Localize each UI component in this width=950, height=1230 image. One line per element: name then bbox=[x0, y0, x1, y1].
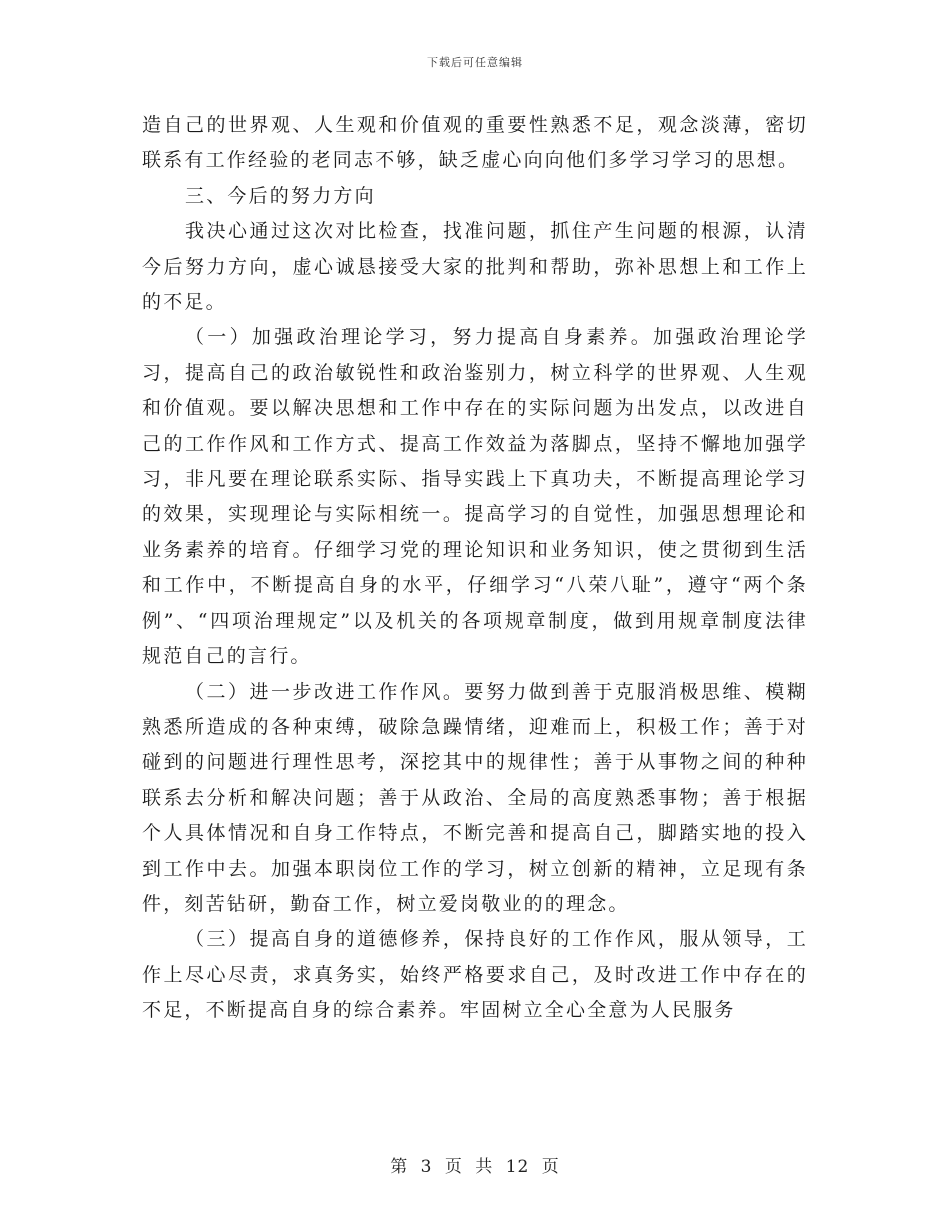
paragraph-intro: 我决心通过这次对比检查，找准问题，抓住产生问题的根源，认清今后努力方向，虚心诚恳接受大家的批判和帮助，弥补思想上和工作上的不足。 bbox=[142, 220, 808, 314]
page-header: 下载后可任意编辑 bbox=[427, 56, 523, 69]
section-heading: 三、今后的努力方向 bbox=[185, 184, 376, 207]
paragraph-item-2: （二）进一步改进工作作风。要努力做到善于克服消极思维、模糊熟悉所造成的各种束缚，破除急躁情绪，迎难而上，积极工作；善于对碰到的问题进行理性思考，深挖其中的规律性；善于从事物之间的种种联系去分析和解决问题；善于从政治、全局的高度熟悉事物；善于根据个人具体情况和自身工作特点，不断完善和提高自己，脚踏实地的投入到工作中去。加强本职岗位工作的学习，树立创新的精神，立足现有条件，刻苦钻研，勤奋工作，树立爱岗敬业的的理念。 bbox=[142, 680, 808, 915]
paragraph-item-1: （一）加强政治理论学习，努力提高自身素养。加强政治理论学习，提高自己的政治敏锐性和政治鉴别力，树立科学的世界观、人生观和价值观。要以解决思想和工作中存在的实际问题为出发点，以改进自己的工作作风和工作方式、提高工作效益为落脚点，坚持不懈地加强学习，非凡要在理论联系实际、指导实践上下真功夫，不断提高理论学习的效果，实现理论与实际相统一。提高学习的自觉性，加强思想理论和业务素养的培育。仔细学习党的理论知识和业务知识，使之贯彻到生活和工作中，不断提高自身的水平，仔细学习“八荣八耻”，遵守“两个条例”、“四项治理规定”以及机关的各项规章制度，做到用规章制度法律规范自己的言行。 bbox=[142, 326, 808, 668]
paragraph-item-3: （三）提高自身的道德修养，保持良好的工作作风，服从领导，工作上尽心尽责，求真务实，始终严格要求自己，及时改进工作中存在的不足，不断提高自身的综合素养。牢固树立全心全意为人民服务 bbox=[142, 928, 808, 1022]
page-number: 第 3 页 共 12 页 bbox=[390, 1157, 560, 1177]
paragraph-continuation: 造自己的世界观、人生观和价值观的重要性熟悉不足，观念淡薄，密切联系有工作经验的老同志不够，缺乏虚心向向他们多学习学习的思想。 bbox=[142, 114, 808, 172]
document-body bbox=[142, 108, 808, 1029]
